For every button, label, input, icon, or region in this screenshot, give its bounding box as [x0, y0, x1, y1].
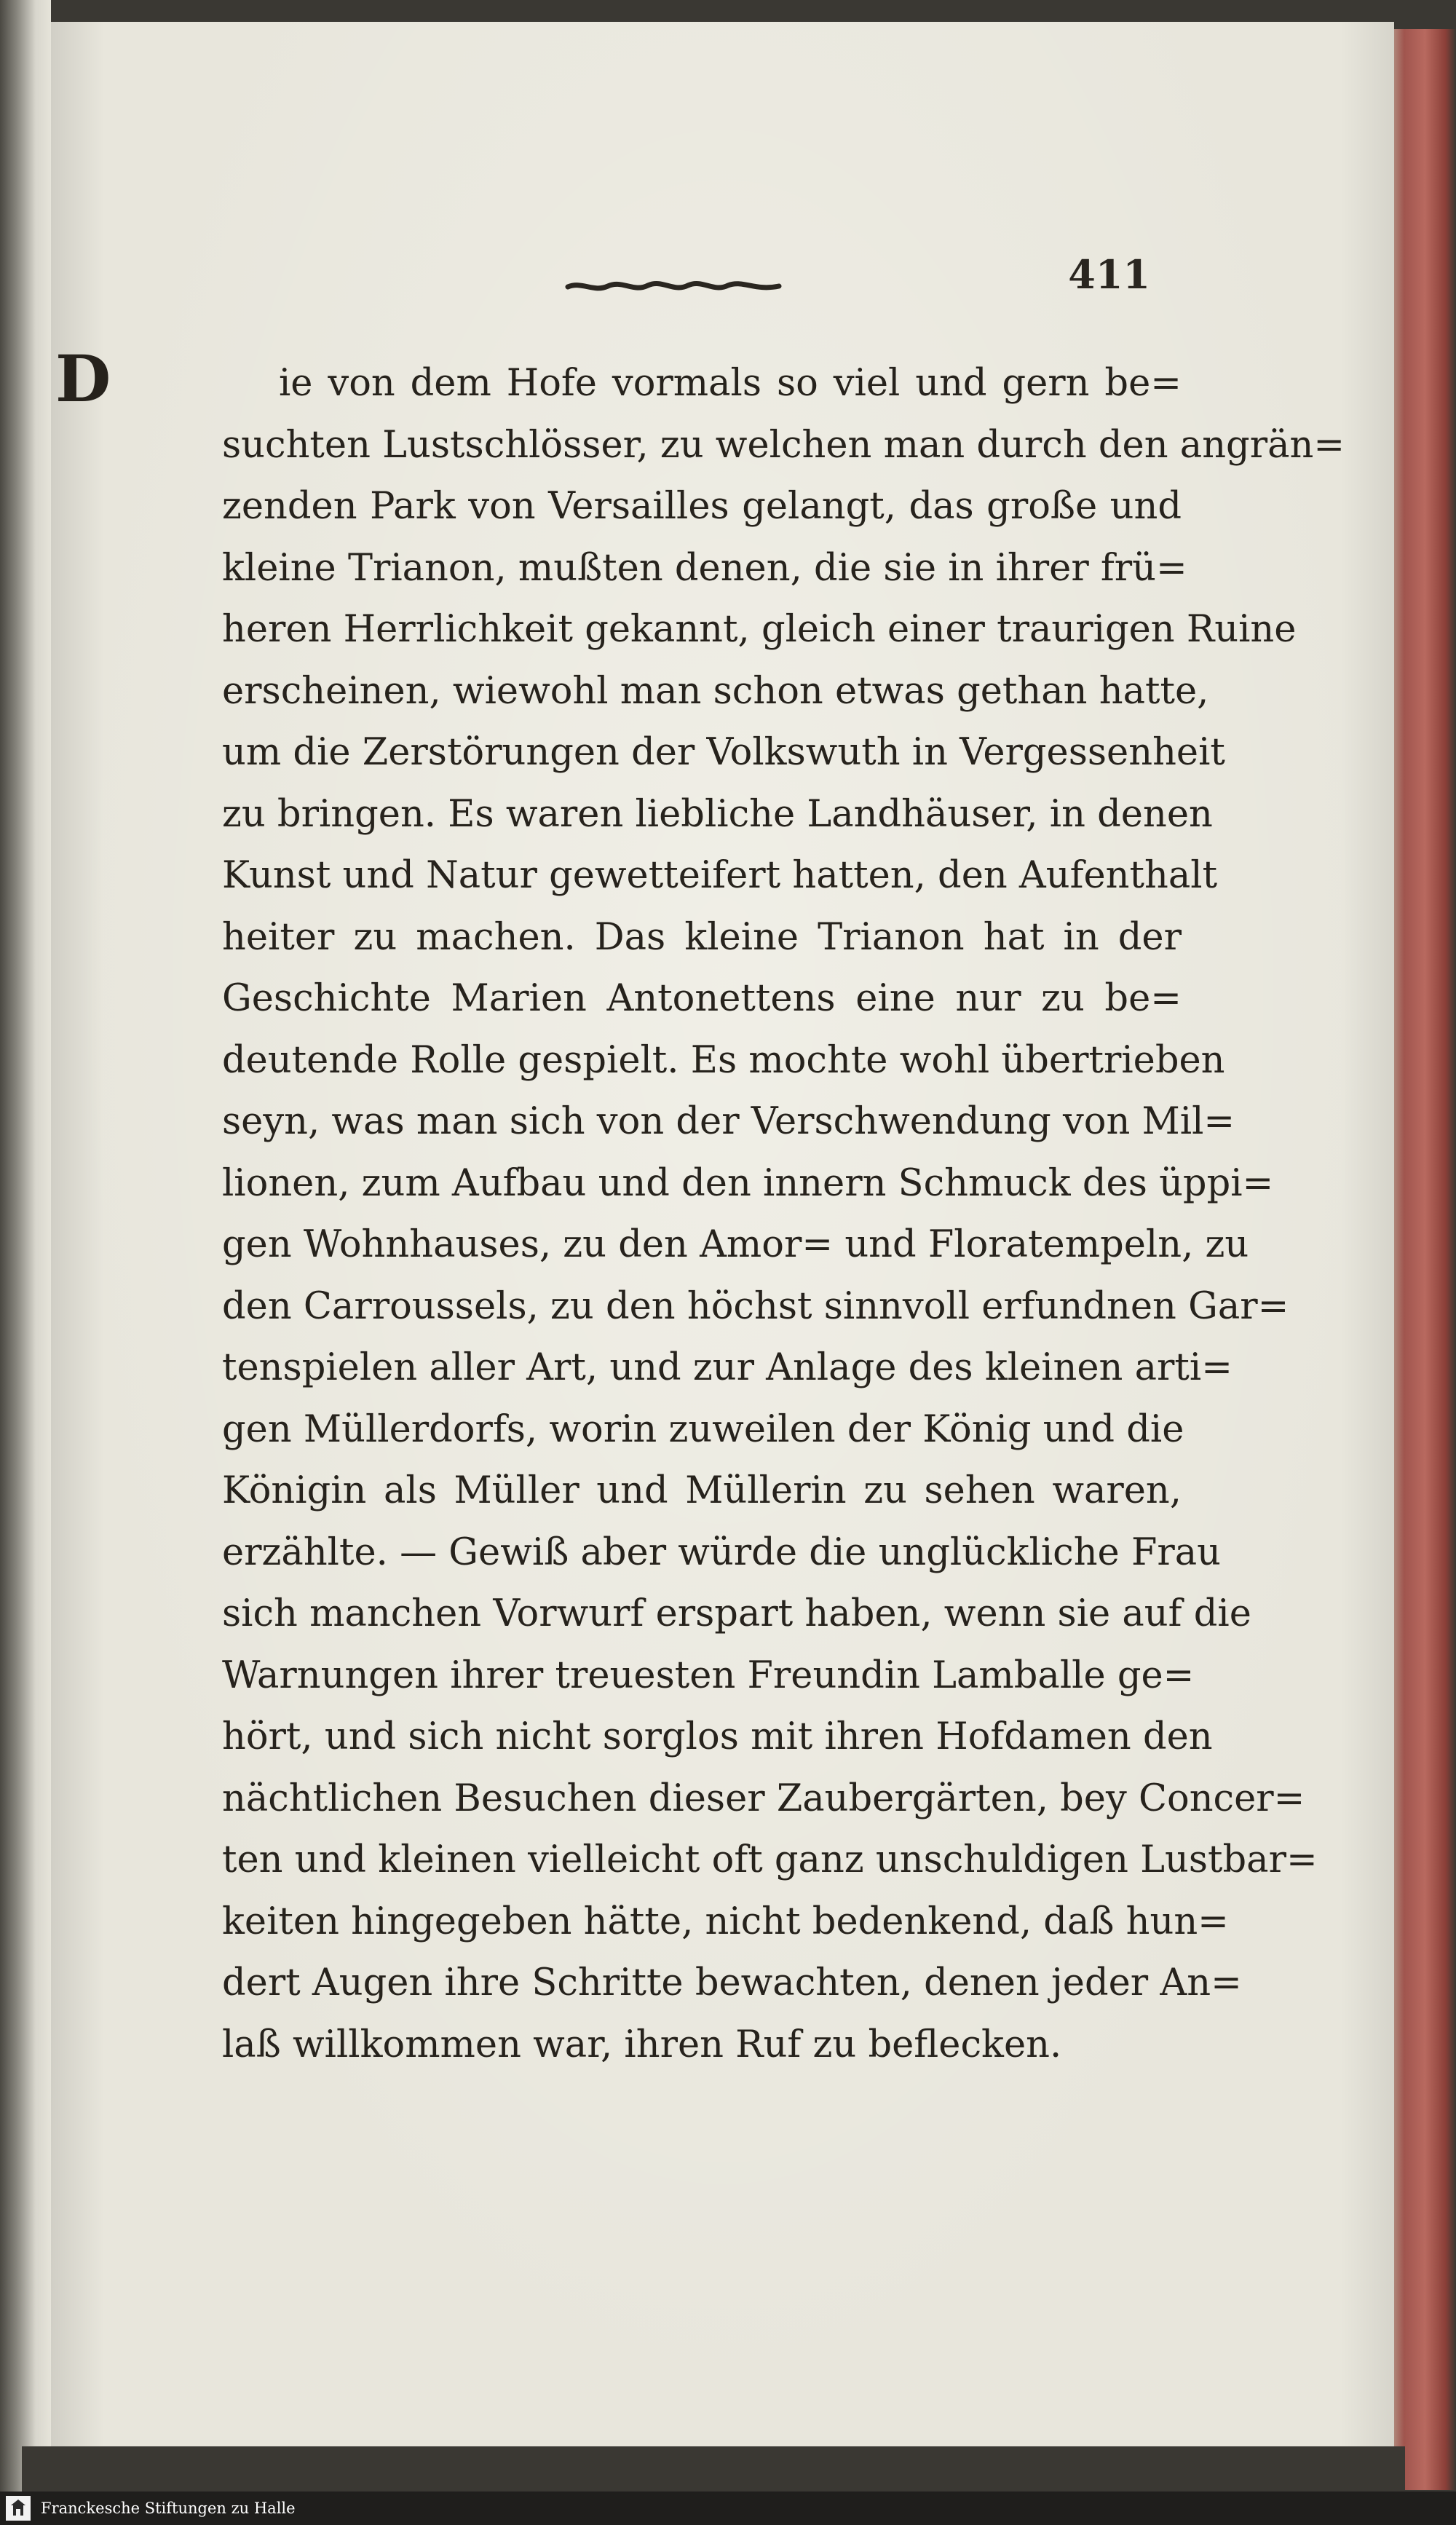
text-line: Warnungen ihrer treuesten Freundin Lamballe ge= [222, 1653, 1195, 1697]
text-line: erscheinen, wiewohl man schon etwas gethan hatte, [222, 669, 1209, 713]
text-line: hört, und sich nicht sorglos mit ihren Hofdamen den [222, 1715, 1213, 1758]
page-bottom-shadow [22, 2446, 1405, 2492]
text-line: ie von dem Hofe vormals so viel und gern be= [279, 362, 1182, 405]
text-line: kleine Trianon, mußten denen, die sie in ihrer frü= [222, 546, 1187, 590]
text-line: zenden Park von Versailles gelangt, das große und [222, 485, 1182, 528]
book-edge-red [1387, 29, 1456, 2490]
text-line: deutende Rolle gespielt. Es mochte wohl übertrieben [222, 1038, 1225, 1082]
page-number: 411 [1068, 251, 1150, 298]
text-line: heiter zu machen. Das kleine Trianon hat in der [222, 915, 1182, 959]
franckesche-stiftungen-logo-icon [6, 2496, 31, 2521]
text-line: laß willkommen war, ihren Ruf zu beflecken. [222, 2023, 1062, 2066]
text-line: tenspielen aller Art, und zur Anlage des kleinen arti= [222, 1346, 1233, 1389]
text-line: gen Müllerdorfs, worin zuweilen der König und die [222, 1407, 1184, 1451]
text-line: zu bringen. Es waren liebliche Landhäuser, in denen [222, 792, 1213, 836]
text-line: heren Herrlichkeit gekannt, gleich einer traurigen Ruine [222, 608, 1297, 651]
text-line: nächtlichen Besuchen dieser Zaubergärten, bey Concer= [222, 1777, 1305, 1820]
text-line: den Carroussels, zu den höchst sinnvoll erfundnen Gar= [222, 1284, 1289, 1328]
text-line: seyn, was man sich von der Verschwendung von Mil= [222, 1100, 1235, 1143]
facing-page-edge [0, 0, 51, 2497]
body-text [222, 353, 1345, 2076]
text-line: um die Zerstörungen der Volkswuth in Vergessenheit [222, 731, 1225, 774]
text-line: erzählte. — Gewiß aber würde die unglückliche Frau [222, 1530, 1221, 1574]
text-line: gen Wohnhauses, zu den Amor= und Floratempeln, zu [222, 1223, 1249, 1266]
text-line: Kunst und Natur gewetteifert hatten, den Aufenthalt [222, 854, 1218, 897]
drop-cap: D [55, 341, 111, 416]
text-line: ten und kleinen vielleicht oft ganz unschuldigen Lustbar= [222, 1838, 1318, 1881]
text-line: suchten Lustschlösser, zu welchen man durch den angrän= [222, 423, 1345, 467]
text-line: lionen, zum Aufbau und den innern Schmuck des üppi= [222, 1161, 1274, 1205]
text-line: dert Augen ihre Schritte bewachten, denen jeder An= [222, 1961, 1242, 2004]
footer-credit: Franckesche Stiftungen zu Halle [41, 2500, 296, 2517]
text-line: Geschichte Marien Antonettens eine nur zu be= [222, 977, 1182, 1020]
text-line: sich manchen Vorwurf erspart haben, wenn sie auf die [222, 1592, 1251, 1635]
text-line: Königin als Müller und Müllerin zu sehen waren, [222, 1469, 1182, 1512]
ornament-divider-icon [564, 275, 783, 297]
text-line: keiten hingegeben hätte, nicht bedenkend, daß hun= [222, 1900, 1229, 1943]
